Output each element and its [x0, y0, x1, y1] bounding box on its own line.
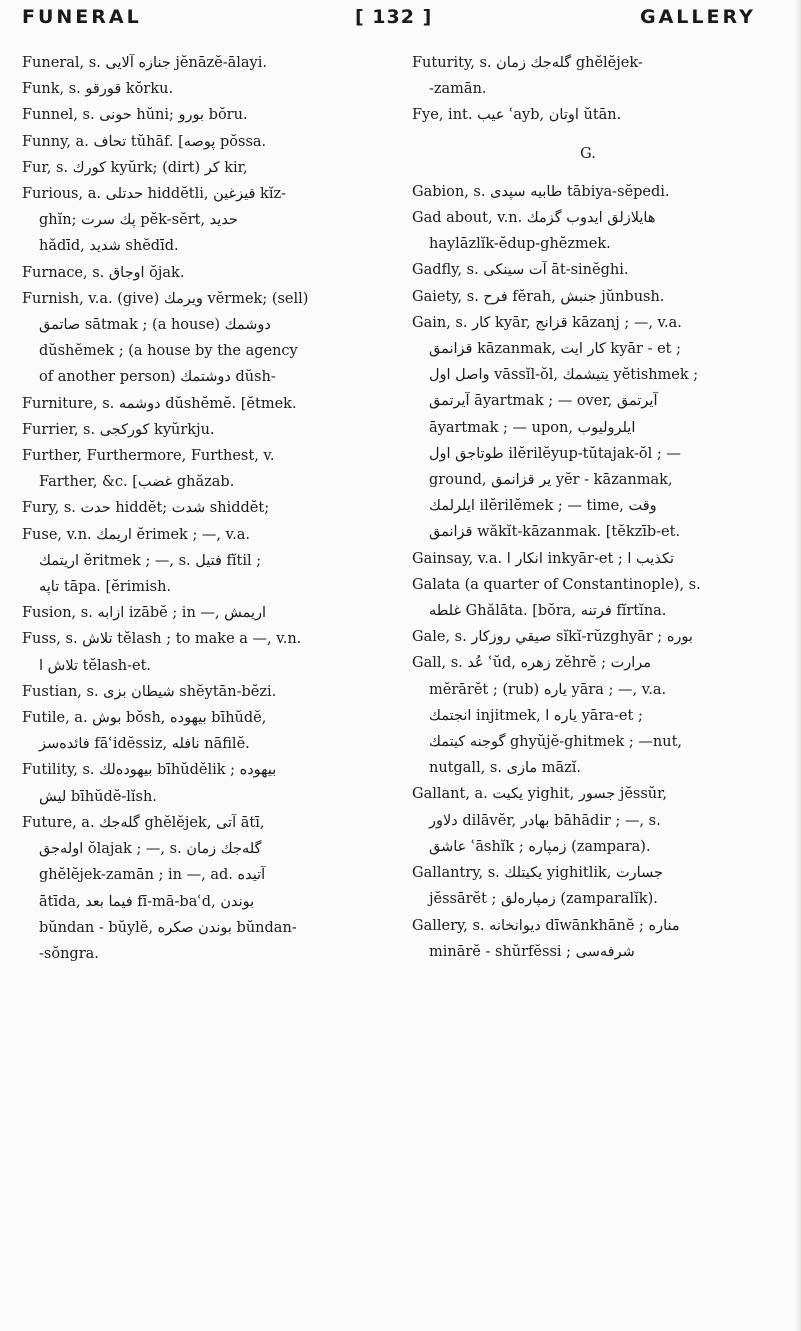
- entry-line: Gallantry, s. يكيتلك yighitlik, جسارت: [412, 865, 664, 882]
- entry-continuation-line: صاتمق sātmak ; (a house) دوشمك: [39, 317, 271, 334]
- entry-line: Gallant, a. يكيت yighit, جسور jĕssŭr,: [412, 786, 668, 803]
- entry-line: Gallery, s. ديوانخانه dīwānkhānĕ ; مناره: [412, 917, 680, 934]
- entry-line: Fustian, s. شيطان بزى shĕytān-bĕzi.: [22, 683, 277, 700]
- entry-line: Funnel, s. حونى hŭni; بورو bŏru.: [22, 107, 248, 124]
- entry-continuation-line: تاپه tāpa. [ĕrimish.: [39, 579, 172, 596]
- left-column: [22, 50, 374, 967]
- entry-continuation-line: āyartmak ; — upon, ايلروليوب: [429, 419, 636, 436]
- entry-line: Gall, s. عُد ʿŭd, زهره zĕhrĕ ; مرارت: [412, 655, 652, 672]
- entry-continuation-line: hădīd, شديد shĕdīd.: [39, 238, 179, 255]
- entry-continuation-line: Farther, &c. [غضب ghăzab.: [39, 474, 235, 491]
- entry-line: Funk, s. قورقو kŏrku.: [22, 81, 174, 98]
- entry-continuation-line: دلاور dilāvĕr, بهادر bāhādir ; —, s.: [429, 812, 661, 829]
- section-gap: [412, 167, 764, 179]
- entry-continuation-line: -zamān.: [429, 81, 487, 98]
- entry-continuation-line: jĕssārĕt ; زمپاره‌لق (zamparalĭk).: [429, 891, 658, 908]
- entry-continuation-line: ghĕlĕjek-zamān ; in —, ad. آتيده: [39, 867, 266, 884]
- entry-continuation-line: طوتاجق اول ilĕrilĕyup-tŭtajak-ŏl ; —: [429, 445, 681, 462]
- entry-line: Furniture, s. دوشمه dŭshĕmĕ. [ĕtmek.: [22, 395, 297, 412]
- entry-continuation-line: واصل اول vāssĭl-ŏl, يتيشمك yĕtishmek ;: [429, 367, 699, 384]
- entry-line: Fury, s. حدت hiddĕt; شدت shiddĕt;: [22, 500, 270, 517]
- entry-line: Fur, s. كورك kyŭrk; (dirt) كر kir,: [22, 159, 248, 176]
- entry-line: Fye, int. عيب ʿayb, اوتان ŭtān.: [412, 107, 622, 124]
- entry-continuation-line: bŭndan - bŭylĕ, بوندن صكره bŭndan-: [39, 919, 297, 936]
- entry-continuation-line: تلاش ا tĕlash-et.: [39, 657, 152, 674]
- entry-continuation-line: غلطه Ghălāta. [bŏra, فرتنه fĭrtĭna.: [429, 603, 667, 620]
- entry-line: Future, a. گله‌جك ghĕlĕjek, آتى ātī,: [22, 814, 265, 831]
- entry-continuation-line: -sŏngra.: [39, 945, 99, 962]
- entry-continuation-line: nutgall, s. مازى māzĭ.: [429, 760, 582, 777]
- entry-line: Furrier, s. كوركجى kyŭrkju.: [22, 421, 215, 438]
- entry-continuation-line: قزانمق kāzanmak, كار ايت kyār - et ;: [429, 341, 681, 358]
- entry-line: Further, Furthermore, Furthest, v.: [22, 448, 275, 465]
- entry-line: Funny, a. تحاف tŭhāf. [پوصه pŏssa.: [22, 133, 267, 150]
- entry-continuation-line: ghĭn; پك سرت pĕk-sĕrt, حديد: [39, 212, 238, 229]
- entry-line: Gaiety, s. فرح fĕrah, جنبش jŭnbush.: [412, 288, 665, 305]
- entry-continuation-line: ātīda, فيما بعد fī-mā-baʿd, بوندن: [39, 893, 255, 910]
- entry-line: Gain, s. كار kyār, قزانج kāzanj ; —, v.a.: [412, 314, 682, 331]
- entry-continuation-line: ليش bīhŭdĕ-lĭsh.: [39, 788, 157, 805]
- entry-continuation-line: minārĕ - shŭrfĕssi ; شرفه‌سى: [429, 943, 635, 960]
- entry-line: Funeral, s. جنازه آلايى jĕnāzĕ-ālayi.: [22, 55, 267, 71]
- entry-continuation-line: ايلرلمك ilĕrilĕmek ; — time, وقت: [429, 498, 657, 515]
- page-number: [ 132 ]: [355, 6, 433, 28]
- header-left-word: FUNERAL: [22, 6, 142, 28]
- header-right-word: GALLERY: [640, 6, 756, 28]
- entry-continuation-line: آيرتمق āyartmak ; — over, آيرتمق: [429, 393, 658, 410]
- right-column: [412, 50, 764, 965]
- entry-continuation-line: ground, ير قزانمق yĕr - kāzanmak,: [429, 472, 673, 489]
- entry-line: Futurity, s. گله‌جك زمان ghĕlĕjek-: [412, 55, 643, 71]
- entry-line: Fuss, s. تلاش tĕlash ; to make a —, v.n.: [22, 631, 302, 648]
- entry-continuation-line: of another person) دوشتمك dŭsh-: [39, 369, 276, 386]
- entry-line: Galata (a quarter of Constantinople), s.: [412, 576, 701, 593]
- entry-line: Gabion, s. طابيه سپدى tābiya-sĕpedi.: [412, 183, 670, 200]
- entry-continuation-line: اوله‌جق ŏlajak ; —, s. گله‌جك زمان: [39, 841, 262, 858]
- section-letter: G.: [580, 145, 596, 162]
- entry-continuation-line: dŭshĕmek ; (a house by the agency: [39, 343, 298, 360]
- entry-line: Furious, a. حدتلى hiddĕtli, قيزغين kĭz-: [22, 186, 287, 203]
- entry-line: Furnish, v.a. (give) ويرمك vĕrmek; (sell): [22, 290, 309, 307]
- entry-line: Gale, s. صيقي روزكار sĭkĭ-rŭzghyār ; بوره: [412, 629, 693, 646]
- entry-line: Furnace, s. اوجاق ŏjak.: [22, 264, 185, 281]
- entry-line: Futile, a. بوش bŏsh, بيهوده bīhŭdĕ,: [22, 710, 267, 727]
- entry-line: Gad about, v.n. هايلازلق ايدوب گزمك: [412, 210, 656, 227]
- entry-continuation-line: عاشق ʿāshĭk ; زمپاره (zampara).: [429, 838, 651, 855]
- entry-line: Gadfly, s. آت سينكى āt-sinĕghi.: [412, 262, 629, 279]
- entry-continuation-line: فائده‌سز fāʿidĕssiz, نافله nāfilĕ.: [39, 736, 250, 753]
- entry-continuation-line: انجتمك injitmek, ياره ا yāra-et ;: [429, 707, 643, 724]
- running-header: [0, 0, 801, 40]
- entry-line: Futility, s. بيهودەلك bīhŭdĕlik ; بيهوده: [22, 762, 277, 779]
- entry-continuation-line: گوجنه كيتمك ghyŭjĕ-ghitmek ; —nut,: [429, 734, 683, 751]
- page-edge-shadow: [795, 0, 801, 1331]
- entry-continuation-line: haylāzlĭk-ĕdup-ghĕzmek.: [429, 236, 611, 253]
- entry-line: Gainsay, v.a. انكار ا inkyār-et ; تكذيب ا: [412, 550, 674, 567]
- entry-line: Fuse, v.n. اريمك ĕrimek ; —, v.a.: [22, 526, 250, 543]
- entry-line: Fusion, s. ازابه izābĕ ; in —, اريمش: [22, 605, 267, 622]
- entry-continuation-line: اريتمك ĕritmek ; —, s. فتيل fĭtil ;: [39, 552, 262, 569]
- entry-continuation-line: قزانمق wăkĭt-kāzanmak. [tĕkzīb-et.: [429, 524, 681, 541]
- entry-continuation-line: mĕrārĕt ; (rub) ياره yāra ; —, v.a.: [429, 681, 667, 698]
- section-gap: [412, 129, 764, 141]
